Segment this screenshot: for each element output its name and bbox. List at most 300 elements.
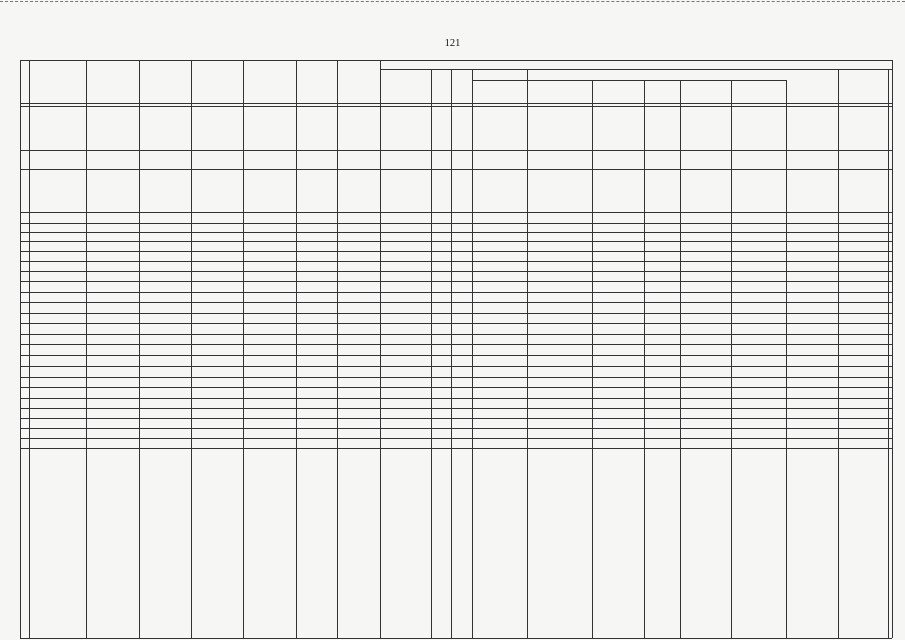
page-number: 121 bbox=[444, 38, 461, 49]
cell-gas bbox=[732, 335, 785, 344]
cell-area bbox=[244, 170, 295, 212]
cell-sew bbox=[593, 272, 643, 281]
cell-living bbox=[297, 233, 336, 241]
header-services-title bbox=[381, 61, 891, 69]
cell-cold bbox=[528, 293, 591, 302]
cell-gas bbox=[732, 224, 785, 232]
cell-living bbox=[297, 272, 336, 281]
cell-priv bbox=[338, 399, 379, 408]
cell-base bbox=[787, 92, 837, 103]
cell-n bbox=[21, 282, 28, 292]
cell-address-line bbox=[30, 156, 85, 160]
cell-address-line bbox=[30, 404, 85, 408]
cell-design bbox=[889, 233, 891, 241]
cell-cold bbox=[528, 104, 591, 106]
cell-address-line bbox=[30, 252, 85, 256]
cell-n bbox=[21, 262, 28, 271]
cell-address-line bbox=[30, 424, 85, 428]
cell-cold bbox=[528, 399, 591, 408]
cell-area bbox=[244, 303, 295, 313]
cell-lift bbox=[839, 356, 887, 366]
cell-heat bbox=[473, 378, 526, 387]
cell-area bbox=[244, 367, 295, 377]
cell-cold bbox=[528, 367, 591, 377]
cell-priv bbox=[338, 170, 379, 212]
cell-el bbox=[681, 170, 730, 212]
cell-address-line bbox=[30, 97, 85, 101]
cell-hot bbox=[645, 151, 679, 169]
cell-lift bbox=[839, 224, 887, 232]
cell-lift bbox=[839, 399, 887, 408]
cell-fac bbox=[452, 252, 471, 261]
cell-priv bbox=[338, 409, 379, 418]
cell-f bbox=[381, 242, 430, 251]
cell-base bbox=[787, 378, 837, 387]
cell-hot bbox=[645, 170, 679, 212]
cell-lift bbox=[839, 213, 887, 223]
cell-priv bbox=[338, 419, 379, 428]
cell-base bbox=[787, 282, 837, 292]
cell-living bbox=[297, 314, 336, 323]
cell-address-line bbox=[30, 393, 85, 397]
cell-address-line bbox=[30, 179, 85, 183]
cell-heat bbox=[473, 324, 526, 334]
cell-living bbox=[297, 378, 336, 387]
cell-priv bbox=[338, 293, 379, 302]
cell-lift bbox=[839, 314, 887, 323]
cell-heat bbox=[473, 252, 526, 261]
cell-design bbox=[889, 429, 891, 438]
cell-hot bbox=[645, 399, 679, 408]
cell-el bbox=[681, 233, 730, 241]
cell-fac bbox=[452, 92, 471, 103]
cell-el bbox=[681, 293, 730, 302]
cell-living bbox=[297, 419, 336, 428]
cell-area bbox=[244, 419, 295, 428]
cell-el bbox=[681, 345, 730, 355]
cell-address-line bbox=[30, 242, 85, 246]
cell-dist bbox=[140, 378, 190, 387]
cell-living bbox=[297, 92, 336, 103]
cell-gas bbox=[732, 439, 785, 448]
cell-year bbox=[192, 104, 242, 106]
cell-roof bbox=[432, 282, 450, 292]
cell-roof bbox=[432, 356, 450, 366]
cell-cold bbox=[528, 151, 591, 169]
cell-address-line bbox=[30, 272, 85, 276]
cell-n bbox=[21, 314, 28, 323]
cell-f bbox=[381, 151, 430, 169]
cell-f bbox=[381, 224, 430, 232]
cell-hot bbox=[645, 107, 679, 150]
cell-living bbox=[297, 367, 336, 377]
cell-design bbox=[889, 439, 891, 448]
cell-hot bbox=[645, 104, 679, 106]
cell-n bbox=[21, 92, 28, 103]
cell-lift bbox=[839, 252, 887, 261]
cell-address-line bbox=[30, 308, 85, 312]
cell-type-line bbox=[87, 409, 138, 414]
cell-year bbox=[192, 345, 242, 355]
cell-gas bbox=[732, 345, 785, 355]
cell-type-line bbox=[87, 399, 138, 404]
cell-address-line bbox=[30, 314, 85, 318]
cell-sew bbox=[593, 367, 643, 377]
cell-roof bbox=[432, 314, 450, 323]
cell-address-line bbox=[30, 170, 85, 174]
cell-dist bbox=[140, 419, 190, 428]
cell-address-line bbox=[30, 151, 85, 155]
cell-type-line bbox=[87, 324, 138, 329]
cell-living bbox=[297, 224, 336, 232]
cell-living bbox=[297, 262, 336, 271]
cell-base bbox=[787, 104, 837, 106]
cell-fac bbox=[452, 324, 471, 334]
cell-gas bbox=[732, 367, 785, 377]
cell-dist bbox=[140, 324, 190, 334]
cell-address-line bbox=[30, 439, 85, 443]
cell-heat bbox=[473, 419, 526, 428]
cell-area bbox=[244, 262, 295, 271]
cell-el bbox=[681, 282, 730, 292]
cell-roof bbox=[432, 252, 450, 261]
cell-area bbox=[244, 399, 295, 408]
cell-fac bbox=[452, 314, 471, 323]
cell-type-line bbox=[87, 455, 138, 460]
cell-el bbox=[681, 213, 730, 223]
cell-type-line bbox=[87, 194, 138, 199]
cell-roof bbox=[432, 224, 450, 232]
capital-repair-table bbox=[20, 60, 892, 638]
cell-roof bbox=[432, 293, 450, 302]
cell-hot bbox=[645, 272, 679, 281]
cell-lift bbox=[839, 335, 887, 344]
cell-dist bbox=[140, 213, 190, 223]
cell-cold bbox=[528, 224, 591, 232]
cell-fac bbox=[452, 367, 471, 377]
cell-f bbox=[381, 324, 430, 334]
cell-base bbox=[787, 399, 837, 408]
cell-address-line bbox=[30, 388, 85, 392]
cell-f bbox=[381, 419, 430, 428]
cell-base bbox=[787, 388, 837, 398]
cell-year bbox=[192, 399, 242, 408]
cell-dist bbox=[140, 345, 190, 355]
cell-priv bbox=[338, 92, 379, 103]
cell-priv bbox=[338, 345, 379, 355]
cell-n bbox=[21, 409, 28, 418]
cell-sew bbox=[593, 224, 643, 232]
cell-year bbox=[192, 262, 242, 271]
cell-address-line bbox=[30, 350, 85, 354]
cell-cold bbox=[528, 272, 591, 281]
cell-address-line bbox=[30, 372, 85, 376]
cell-type-line bbox=[87, 282, 138, 287]
cell-address-line bbox=[30, 282, 85, 286]
cell-sew bbox=[593, 335, 643, 344]
cell-type-line bbox=[87, 439, 138, 444]
cell-lift bbox=[839, 282, 887, 292]
grid-horizontal-line bbox=[20, 448, 892, 449]
cell-base bbox=[787, 335, 837, 344]
cell-address-line bbox=[30, 112, 85, 116]
cell-area bbox=[244, 233, 295, 241]
cell-priv bbox=[338, 378, 379, 387]
cell-fac bbox=[452, 293, 471, 302]
cell-type-line bbox=[87, 447, 138, 452]
cell-n bbox=[21, 378, 28, 387]
cell-priv bbox=[338, 233, 379, 241]
cell-base bbox=[787, 345, 837, 355]
cell-design bbox=[889, 324, 891, 334]
cell-base bbox=[787, 107, 837, 150]
cell-sew bbox=[593, 262, 643, 271]
cell-sew bbox=[593, 399, 643, 408]
cell-sew bbox=[593, 378, 643, 387]
cell-design bbox=[889, 367, 891, 377]
cell-heat bbox=[473, 213, 526, 223]
cell-base bbox=[787, 213, 837, 223]
cell-dist bbox=[140, 107, 190, 150]
cell-cold bbox=[528, 92, 591, 103]
cell-lift bbox=[839, 439, 887, 448]
cell-design bbox=[889, 104, 891, 106]
cell-n bbox=[21, 429, 28, 438]
cell-heat bbox=[473, 367, 526, 377]
cell-priv bbox=[338, 324, 379, 334]
cell-type-line bbox=[87, 242, 138, 247]
cell-year bbox=[192, 107, 242, 150]
cell-n bbox=[21, 324, 28, 334]
cell-type-line bbox=[87, 159, 138, 164]
cell-priv bbox=[338, 367, 379, 377]
cell-heat bbox=[473, 345, 526, 355]
cell-year bbox=[192, 409, 242, 418]
grid-vertical-line bbox=[892, 60, 893, 638]
cell-f bbox=[381, 107, 430, 150]
cell-living bbox=[297, 345, 336, 355]
cell-roof bbox=[432, 409, 450, 418]
cell-area bbox=[244, 272, 295, 281]
cell-el bbox=[681, 429, 730, 438]
cell-type-line bbox=[87, 378, 138, 383]
header-engineering-systems bbox=[473, 70, 785, 80]
cell-priv bbox=[338, 335, 379, 344]
cell-sew bbox=[593, 388, 643, 398]
cell-lift bbox=[839, 293, 887, 302]
cell-dist bbox=[140, 367, 190, 377]
cell-lift bbox=[839, 262, 887, 271]
cell-priv bbox=[338, 213, 379, 223]
cell-area bbox=[244, 282, 295, 292]
cell-address-line bbox=[30, 293, 85, 297]
cell-f bbox=[381, 104, 430, 106]
cell-hot bbox=[645, 314, 679, 323]
cell-design bbox=[889, 409, 891, 418]
cell-gas bbox=[732, 429, 785, 438]
cell-year bbox=[192, 324, 242, 334]
cell-dist bbox=[140, 356, 190, 366]
cell-sew bbox=[593, 107, 643, 150]
cell-n bbox=[21, 439, 28, 448]
cell-address-line bbox=[30, 303, 85, 307]
cell-priv bbox=[338, 356, 379, 366]
cell-design bbox=[889, 252, 891, 261]
cell-fac bbox=[452, 282, 471, 292]
cell-f bbox=[381, 439, 430, 448]
cell-fac bbox=[452, 345, 471, 355]
cell-cold bbox=[528, 439, 591, 448]
cell-sew bbox=[593, 419, 643, 428]
cell-priv bbox=[338, 252, 379, 261]
cell-living bbox=[297, 324, 336, 334]
cell-lift bbox=[839, 151, 887, 169]
cell-cold bbox=[528, 388, 591, 398]
cell-dist bbox=[140, 242, 190, 251]
cell-f bbox=[381, 399, 430, 408]
cell-heat bbox=[473, 242, 526, 251]
cell-base bbox=[787, 419, 837, 428]
cell-area bbox=[244, 345, 295, 355]
cell-hot bbox=[645, 356, 679, 366]
cell-dist bbox=[140, 170, 190, 212]
cell-heat bbox=[473, 409, 526, 418]
cell-living bbox=[297, 252, 336, 261]
cell-dist bbox=[140, 335, 190, 344]
cell-f bbox=[381, 272, 430, 281]
cell-sew bbox=[593, 303, 643, 313]
cell-base bbox=[787, 429, 837, 438]
cell-fac bbox=[452, 399, 471, 408]
cell-hot bbox=[645, 345, 679, 355]
cell-design bbox=[889, 151, 891, 169]
cell-el bbox=[681, 107, 730, 150]
cell-heat bbox=[473, 233, 526, 241]
cell-fac bbox=[452, 429, 471, 438]
cell-n bbox=[21, 252, 28, 261]
grid-horizontal-line bbox=[20, 638, 892, 639]
cell-fac bbox=[452, 419, 471, 428]
cell-type-line bbox=[87, 429, 138, 434]
cell-dist bbox=[140, 224, 190, 232]
cell-base bbox=[787, 293, 837, 302]
cell-dist bbox=[140, 399, 190, 408]
cell-area bbox=[244, 151, 295, 169]
cell-year bbox=[192, 213, 242, 223]
cell-year bbox=[192, 224, 242, 232]
cell-area bbox=[244, 378, 295, 387]
cell-base bbox=[787, 367, 837, 377]
cell-el bbox=[681, 356, 730, 366]
cell-address-line bbox=[30, 233, 85, 237]
cell-living bbox=[297, 107, 336, 150]
cell-el bbox=[681, 262, 730, 271]
cell-heat bbox=[473, 314, 526, 323]
cell-priv bbox=[338, 151, 379, 169]
cell-base bbox=[787, 303, 837, 313]
cell-f bbox=[381, 213, 430, 223]
cell-type-line bbox=[87, 224, 138, 229]
cell-priv bbox=[338, 107, 379, 150]
cell-base bbox=[787, 233, 837, 241]
cell-hot bbox=[645, 282, 679, 292]
cell-hot bbox=[645, 439, 679, 448]
cell-design bbox=[889, 356, 891, 366]
cell-roof bbox=[432, 170, 450, 212]
cell-gas bbox=[732, 388, 785, 398]
cell-year bbox=[192, 429, 242, 438]
cell-living bbox=[297, 399, 336, 408]
cell-sew bbox=[593, 170, 643, 212]
cell-roof bbox=[432, 242, 450, 251]
cell-lift bbox=[839, 409, 887, 418]
cell-address-line bbox=[30, 213, 85, 217]
cell-el bbox=[681, 224, 730, 232]
cell-cold bbox=[528, 419, 591, 428]
cell-address-line bbox=[30, 399, 85, 403]
cell-living bbox=[297, 439, 336, 448]
cell-address-line bbox=[30, 175, 85, 179]
cell-f bbox=[381, 378, 430, 387]
cell-dist bbox=[140, 233, 190, 241]
cell-f bbox=[381, 252, 430, 261]
cell-address-line bbox=[30, 361, 85, 365]
cell-cold bbox=[528, 170, 591, 212]
cell-roof bbox=[432, 439, 450, 448]
cell-gas bbox=[732, 262, 785, 271]
cell-fac bbox=[452, 272, 471, 281]
cell-cold bbox=[528, 252, 591, 261]
cell-hot bbox=[645, 335, 679, 344]
cell-el bbox=[681, 242, 730, 251]
cell-address-line bbox=[30, 224, 85, 228]
cell-sew bbox=[593, 293, 643, 302]
cell-cold bbox=[528, 242, 591, 251]
cell-area bbox=[244, 439, 295, 448]
cell-fac bbox=[452, 262, 471, 271]
cell-area bbox=[244, 324, 295, 334]
cell-lift bbox=[839, 92, 887, 103]
cell-cold bbox=[528, 303, 591, 313]
cell-n bbox=[21, 367, 28, 377]
cell-address-line bbox=[30, 107, 85, 111]
cell-year bbox=[192, 367, 242, 377]
cell-priv bbox=[338, 272, 379, 281]
cell-f bbox=[381, 282, 430, 292]
cell-fac bbox=[452, 378, 471, 387]
cell-roof bbox=[432, 388, 450, 398]
cell-design bbox=[889, 335, 891, 344]
cell-lift bbox=[839, 242, 887, 251]
cell-year bbox=[192, 252, 242, 261]
cell-lift bbox=[839, 104, 887, 106]
cell-fac bbox=[452, 104, 471, 106]
cell-dist bbox=[140, 262, 190, 271]
cell-cold bbox=[528, 429, 591, 438]
cell-area bbox=[244, 335, 295, 344]
cell-f bbox=[381, 356, 430, 366]
cell-fac bbox=[452, 107, 471, 150]
cell-f bbox=[381, 262, 430, 271]
cell-living bbox=[297, 293, 336, 302]
cell-el bbox=[681, 378, 730, 387]
cell-type-line bbox=[87, 419, 138, 424]
cell-address-line bbox=[30, 329, 85, 333]
cell-gas bbox=[732, 419, 785, 428]
cell-sew bbox=[593, 282, 643, 292]
cell-roof bbox=[432, 262, 450, 271]
cell-n bbox=[21, 399, 28, 408]
